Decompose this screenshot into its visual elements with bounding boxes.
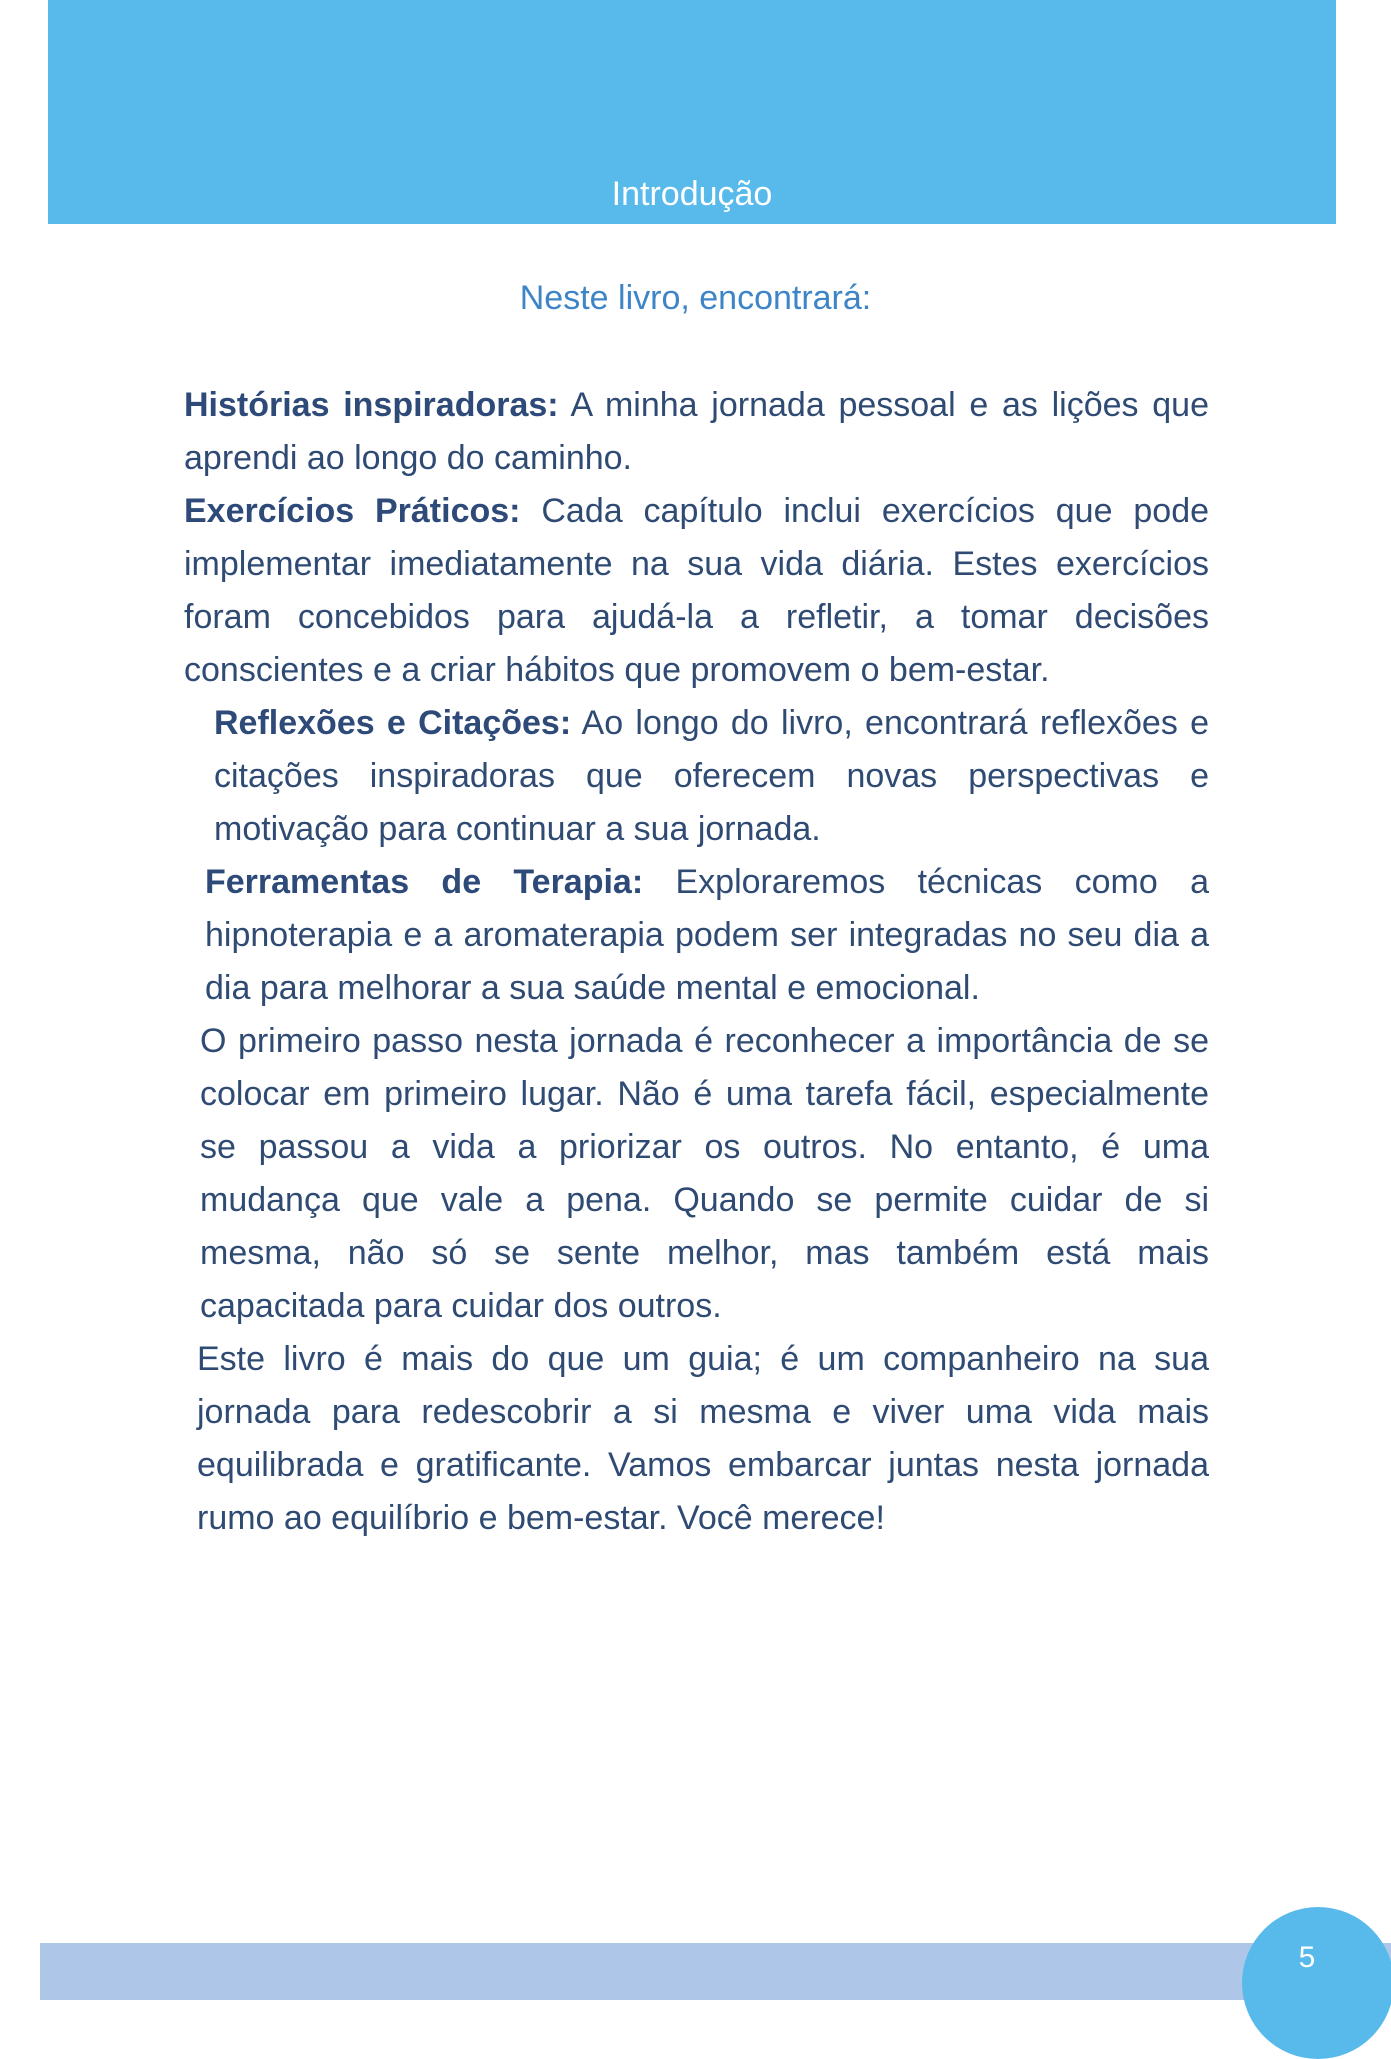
list-item-ferramentas	[184, 856, 1209, 1015]
footer-band	[40, 1943, 1391, 2000]
item-text: Ao longo do livro, encontrará reflexões e citações inspiradoras que oferecem novas perspectivas e motivação para continuar a sua jornada.	[214, 704, 1209, 848]
body-paragraph: Este livro é mais do que um guia; é um companheiro na sua jornada para redescobrir a si mesma e viver uma vida mais equilibrada e gratificante. Vamos embarcar juntas nesta jornada rumo ao equilíbrio e bem-estar. Você merece!	[197, 1340, 1209, 1537]
item-label: Ferramentas de Terapia:	[205, 863, 644, 901]
list-item-historias	[184, 379, 1209, 485]
item-label: Exercícios Práticos:	[184, 492, 521, 530]
body-paragraph: O primeiro passo nesta jornada é reconhecer a importância de se colocar em primeiro lugar. Não é uma tarefa fácil, especialmente se passou a vida a priorizar os outros. No entanto, é uma mudança que vale a pena. Quando se permite cuidar de si mesma, não só se sente melhor, mas também está mais capacitada para cuidar dos outros.	[200, 1022, 1209, 1325]
page-number-circle	[1242, 1907, 1391, 2059]
chapter-title: Introdução	[611, 175, 773, 213]
item-text: A minha jornada pessoal e as lições que aprendi ao longo do caminho.	[184, 386, 1209, 477]
item-label: Reflexões e Citações:	[214, 704, 572, 742]
header-band	[48, 0, 1336, 224]
item-text: Exploraremos técnicas como a hipnoterapia e a aromaterapia podem ser integradas no seu dia a dia para melhorar a sua saúde mental e emocional.	[205, 863, 1209, 1007]
item-text: Cada capítulo inclui exercícios que pode implementar imediatamente na sua vida diária. Estes exercícios foram concebidos para ajudá-la a refletir, a tomar decisões conscientes e a criar hábitos que promovem o bem-estar.	[184, 492, 1210, 689]
list-item-exercicios	[184, 485, 1209, 697]
body-content	[184, 379, 1209, 1545]
item-label: Histórias inspiradoras:	[184, 386, 559, 424]
page-number: 5	[1298, 1941, 1316, 1974]
section-subtitle: Neste livro, encontrará:	[519, 279, 872, 317]
list-item-reflexoes	[184, 697, 1209, 856]
